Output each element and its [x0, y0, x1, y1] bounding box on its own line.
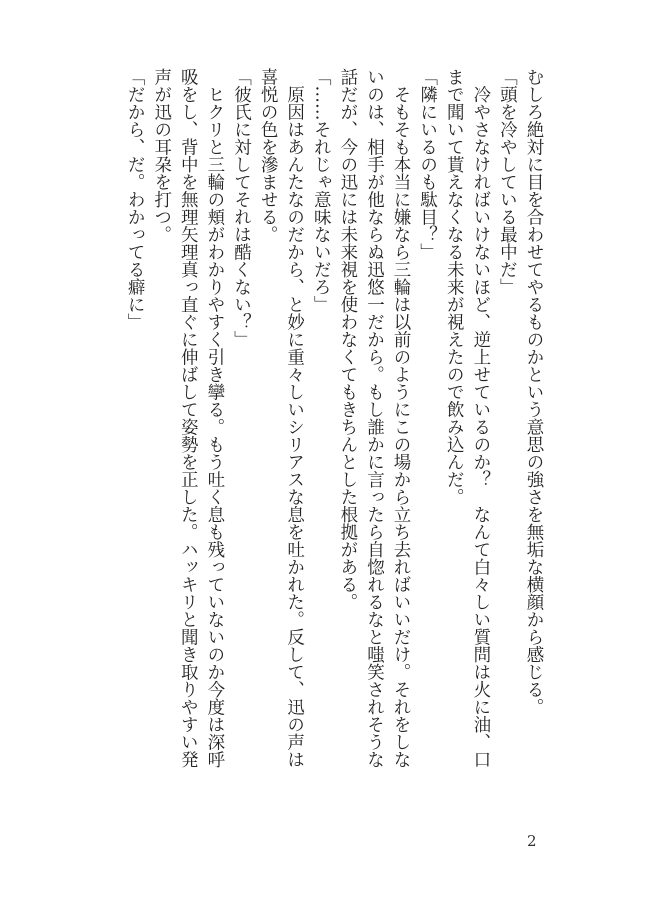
text-line: 冷やさなければいけないほど、逆上せているのか？ なんて白々しい質問は火に油、口: [470, 68, 491, 768]
text-line: 「だから、だ。わかってる癖に」: [125, 68, 146, 331]
text-line: むしろ絶対に目を合わせてやるものかという意思の強さを無垢な横顔から感じる。: [524, 68, 544, 716]
text-line: 「頭を冷やしている最中だ」: [497, 68, 518, 296]
text-line: 「隣にいるのも駄目？」: [417, 68, 438, 261]
text-line: 吸をし、背中を無理矢理真っ直ぐに伸ばして姿勢を正した。ハッキリと聞き取りやすい発: [178, 68, 199, 768]
text-line: 喜悦の色を滲ませる。: [258, 68, 279, 243]
text-line: ヒクリと三輪の頬がわかりやすく引き攣る。もう吐く息も残っていないのか今度は深呼: [204, 68, 225, 768]
vertical-text-body: [122, 68, 548, 768]
text-line: 声が迅の耳朶を打つ。: [151, 68, 172, 243]
text-line: まで聞いて貰えなくなる未来が視えたので飲み込んだ。: [444, 68, 465, 506]
text-line: いのは、相手が他ならぬ迅悠一だから。もし誰かに言ったら自惚れるなと嗤笑されそうな: [364, 68, 385, 768]
text-line: 「……それじゃ意味ないだろ」: [311, 68, 332, 313]
text-line: 話だが、今の迅には未来視を使わなくてもきちんとした根拠がある。: [337, 68, 358, 611]
text-line: 原因はあんたなのだから、と妙に重々しいシリアスな息を吐かれた。反して、迅の声は: [284, 68, 305, 768]
text-line: 「彼氏に対してそれは酷くない？」: [231, 68, 252, 348]
text-line: そもそも本当に嫌なら三輪は以前のようにこの場から立ち去ればいいだけ。それをしな: [391, 68, 412, 768]
page-number: 2: [527, 832, 537, 850]
